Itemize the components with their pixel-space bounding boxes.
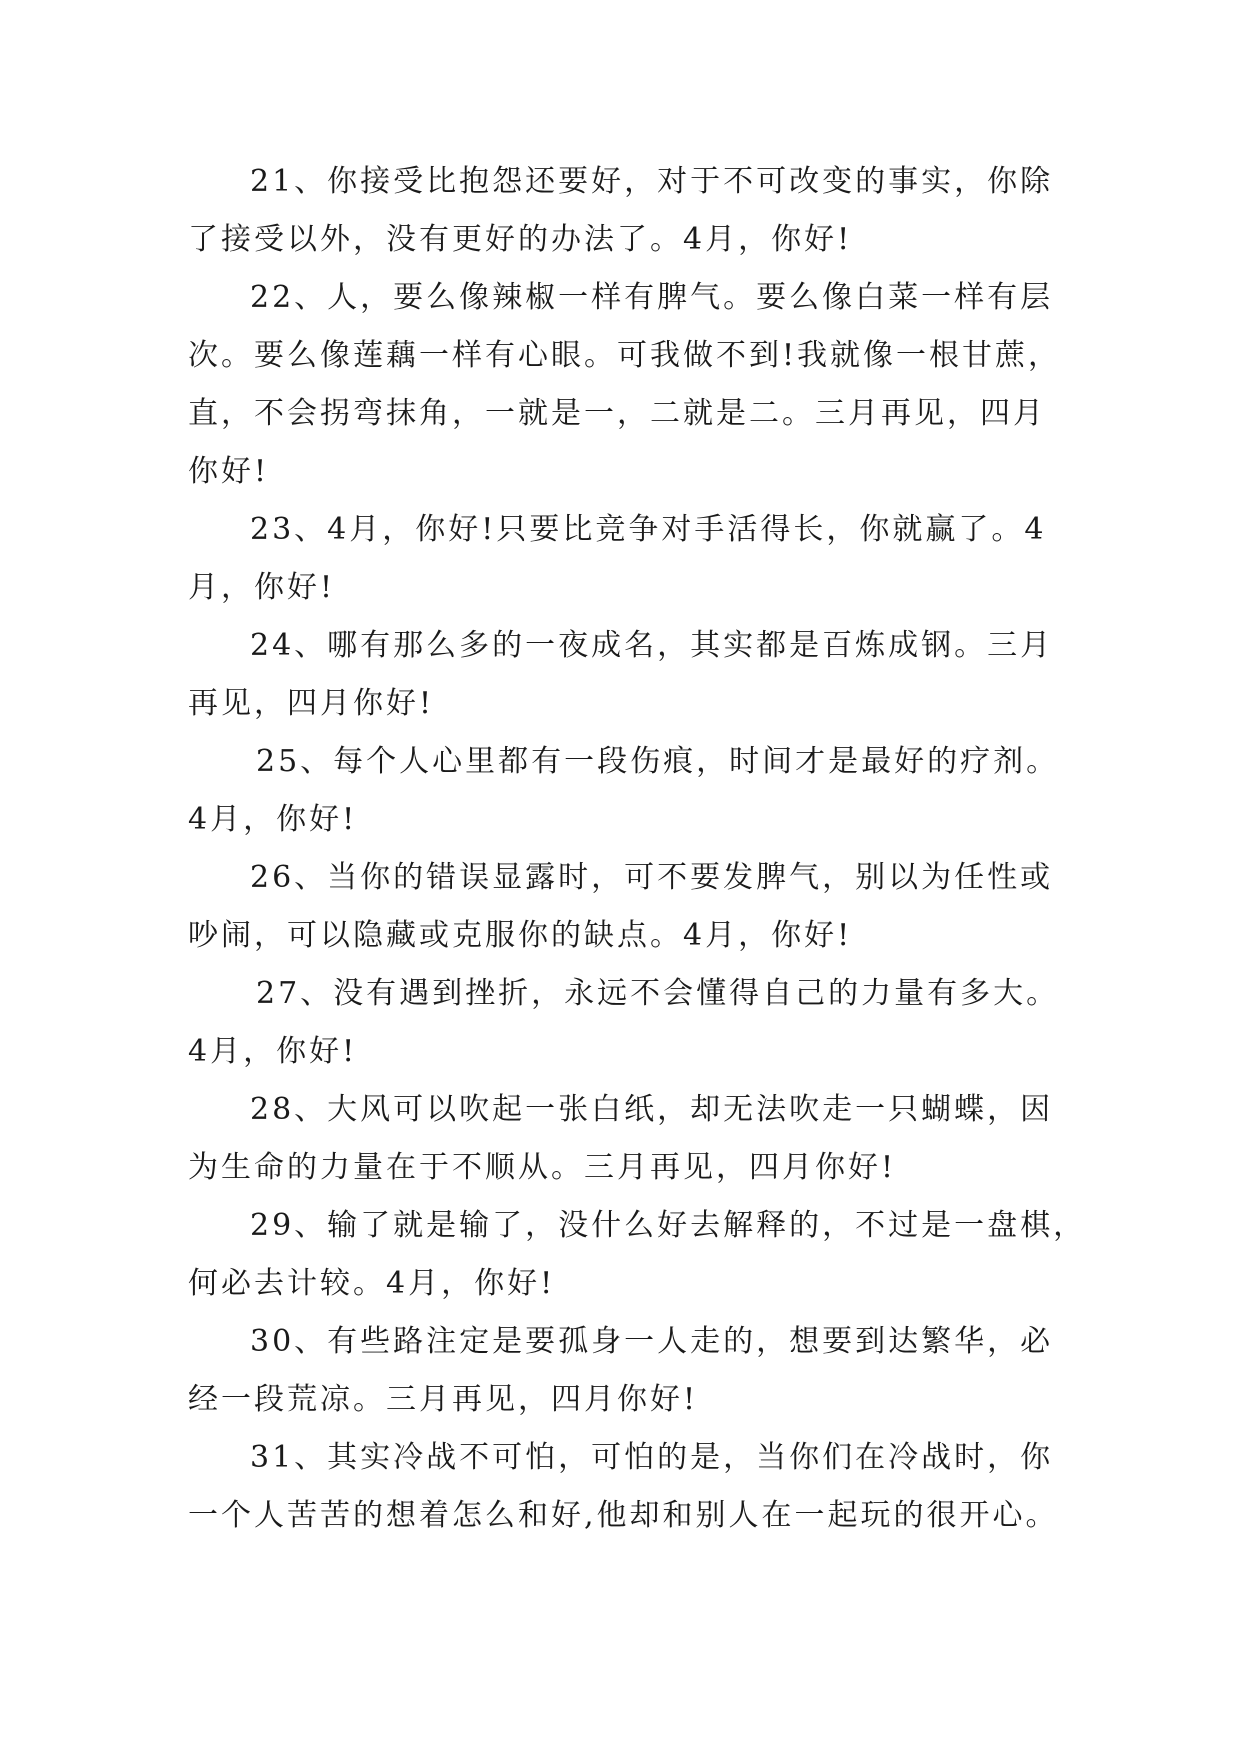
paragraph-30-line-1: 30、有些路注定是要孤身一人走的，想要到达繁华，必 [250,1324,1054,1359]
paragraph-22-line-3: 直，不会拐弯抹角，一就是一，二就是二。三月再见，四月 [188,396,1046,431]
paragraph-21-line-1: 21、你接受比抱怨还要好，对于不可改变的事实，你除 [250,164,1054,199]
paragraph-24-line-1: 24、哪有那么多的一夜成名，其实都是百炼成钢。三月 [250,628,1054,663]
paragraph-27-line-1: 27、没有遇到挫折，永远不会懂得自己的力量有多大。 [256,976,1060,1011]
paragraph-23-line-1: 23、4月，你好!只要比竞争对手活得长，你就赢了。4 [250,512,1047,547]
paragraph-22-line-4: 你好! [188,454,270,489]
paragraph-31-line-1: 31、其实冷战不可怕，可怕的是，当你们在冷战时，你 [250,1440,1054,1475]
paragraph-31-line-2: 一个人苦苦的想着怎么和好,他却和别人在一起玩的很开心。 [188,1498,1059,1533]
paragraph-28-line-2: 为生命的力量在于不顺从。三月再见，四月你好! [188,1150,897,1185]
paragraph-25-line-2: 4月，你好! [188,802,358,837]
paragraph-26-line-1: 26、当你的错误显露时，可不要发脾气，别以为任性或 [250,860,1054,895]
paragraph-29-line-2: 何必去计较。4月，你好! [188,1266,556,1301]
paragraph-24-line-2: 再见，四月你好! [188,686,435,721]
paragraph-22-line-2: 次。要么像莲藕一样有心眼。可我做不到!我就像一根甘蔗， [188,338,1062,373]
paragraph-30-line-2: 经一段荒凉。三月再见，四月你好! [188,1382,699,1417]
paragraph-25-line-1: 25、每个人心里都有一段伤痕，时间才是最好的疗剂。 [256,744,1060,779]
paragraph-29-line-1: 29、输了就是输了，没什么好去解释的，不过是一盘棋， [250,1208,1087,1243]
paragraph-26-line-2: 吵闹，可以隐藏或克服你的缺点。4月，你好! [188,918,853,953]
paragraph-23-line-2: 月，你好! [188,570,336,605]
paragraph-28-line-1: 28、大风可以吹起一张白纸，却无法吹走一只蝴蝶，因 [250,1092,1054,1127]
paragraph-22-line-1: 22、人，要么像辣椒一样有脾气。要么像白菜一样有层 [250,280,1054,315]
paragraph-27-line-2: 4月，你好! [188,1034,358,1069]
paragraph-21-line-2: 了接受以外，没有更好的办法了。4月，你好! [188,222,853,257]
